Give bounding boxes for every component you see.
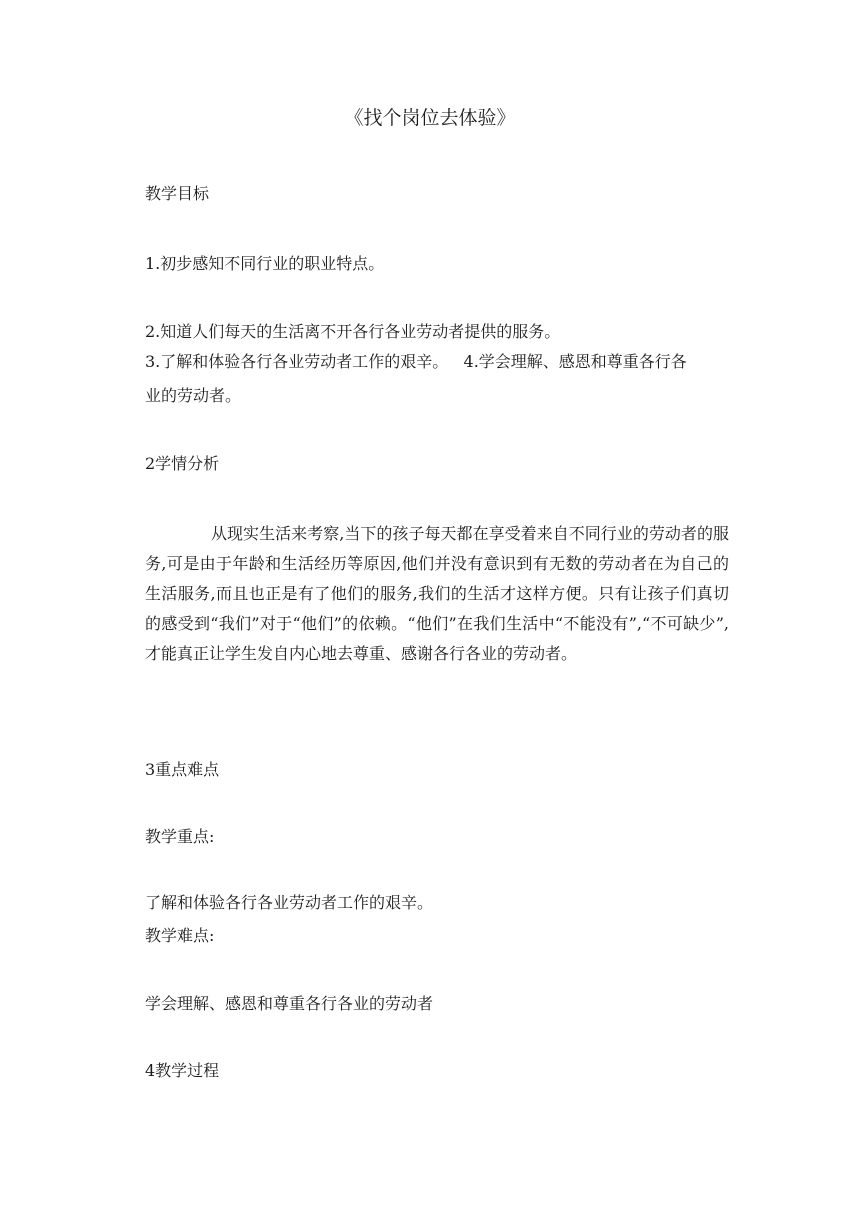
key-point-label: 教学重点: <box>145 827 215 846</box>
goal-item-2: 2.知道人们每天的生活离不开各行各业劳动者提供的服务。 <box>145 322 561 341</box>
analysis-heading: 2学情分析 <box>145 454 220 473</box>
difficulty-text: 学会理解、感恩和尊重各行各业的劳动者 <box>145 994 434 1013</box>
process-heading: 4教学过程 <box>145 1061 220 1080</box>
key-point-text: 了解和体验各行各业劳动者工作的艰辛。 <box>145 893 434 912</box>
goal-item-3-4: 3.了解和体验各行各业劳动者工作的艰辛。 4.学会理解、感恩和尊重各行各 <box>145 352 687 371</box>
goal-item-4-continued: 业的劳动者。 <box>145 386 242 405</box>
key-points-heading: 3重点难点 <box>145 760 220 779</box>
goals-heading: 教学目标 <box>145 184 210 203</box>
goal-item-1: 1.初步感知不同行业的职业特点。 <box>145 254 385 273</box>
analysis-text: 从现实生活来考察,当下的孩子每天都在享受着来自不同行业的劳动者的服务,可是由于年龄和生活经历等原因,他们并没有意识到有无数的劳动者在为自己的生活服务,而且也正是有了他们的服务,我们的生活才这样方便。只有让孩子们真切的感受到“我们”对于“他们”的依赖。“他们”在我们生活中“不能没有”,“不可缺少”,才能真正让学生发自内心地去尊重、感谢各行各业的劳动者。 <box>145 524 729 663</box>
analysis-paragraph <box>145 519 729 669</box>
document-title: 《找个岗位去体验》 <box>344 107 516 129</box>
difficulty-label: 教学难点: <box>145 926 215 945</box>
